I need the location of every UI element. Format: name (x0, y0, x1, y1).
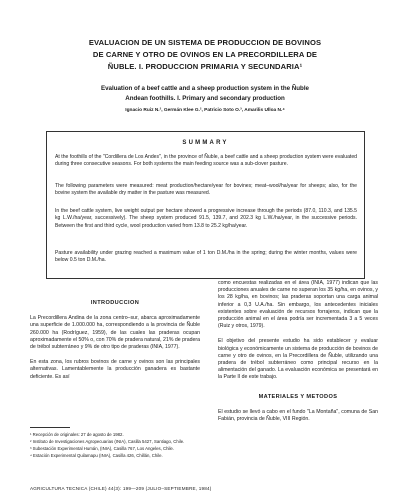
summary-paragraph: Pasture availability under grazing reached a maximum value of 1 ton D.M./ha in the spring; during the winter months, values were below 0.5 ton D.M./ha. (55, 250, 357, 264)
author-list: Ignacio Ruiz N.², Germán Klee G.², Patricio Soto O.³, Amarilis Ulloa N.⁴ (125, 108, 285, 113)
subtitle-line: Andean foothills. I. Primary and secondary production (125, 94, 285, 102)
left-column (30, 300, 200, 389)
body-paragraph: El objetivo del presente estudio ha sido establecer y evaluar biológica y económicamente un sistema de producción de bovinos de carne y otro de ovinos, en la Precordillera de Ñuble, utilizando una pradera de trébol subterráneo como principal recurso en la alimentación del ganado. La evaluación económica se presentará en la Parte II de este trabajo. (218, 338, 378, 381)
body-paragraph: En esta zona, los rubros bovinos de carne y ovinos son las principales alternativas. Lamentablemente la producción ganadera es bastante deficiente. Es así (30, 359, 200, 380)
methods-heading: MATERIALES Y METODOS (258, 393, 338, 400)
subtitle-line: Evaluation of a beef cattle and a sheep production system in the Ñuble (100, 85, 309, 92)
footnotes (30, 432, 200, 460)
footnote-divider (30, 427, 70, 428)
summary-paragraph: In the beef cattle system, live weight output per hectare showed a progressive increase through the periods (87.0, 110.3, and 135.5 kg L.W./ha/year, successively). The sheep system produced 91.5, 139.7, and 202.3 kg L.W./ha/year, in the successive periods. Between the first and third cycle, wool production varied from 13.8 to 25.2 kg/ha/year. (55, 208, 357, 229)
intro-heading: INTRODUCCION (90, 300, 140, 306)
footnote: ³ Subestación Experimental Humán, (INIA), Casilla 767, Los Angeles, Chile. (30, 446, 175, 452)
body-paragraph: El estudio se llevó a cabo en el fundo "La Montaña", comuna de San Fabián, provincia de Ñuble, VIII Región. (218, 408, 378, 423)
summary-box (46, 131, 365, 279)
summary-paragraph: At the foothills of the "Cordillera de Los Andes", in the province of Ñuble, a beef cattle and a sheep production system were evaluated during three consecutive seasons. For both systems the main feeding source was a sub-clover pasture. (55, 154, 357, 168)
english-subtitle (45, 84, 365, 103)
title-line: EVALUACION DE UN SISTEMA DE PRODUCCION DE BOVINOS (88, 38, 322, 47)
paper-title (40, 37, 370, 73)
footnote: ¹ Recepción de originales: 27 de agosto de 1982. (30, 432, 124, 437)
title-line: DE CARNE Y OTRO DE OVINOS EN LA PRECORDILLERA DE (92, 50, 318, 59)
footnote: ⁴ Estación Experimental Quilamapu (INIA), Casilla 426, Chillán, Chile. (30, 453, 163, 459)
title-line: ÑUBLE. I. PRODUCCION PRIMARIA Y SECUNDARIA¹ (107, 62, 303, 71)
summary-paragraph: The following parameters were measured: meat production/hectare/year for bovines; meat–wool/ha/year for sheeps; also, for the bovine system the available dry matter in the pasture was measured. (55, 183, 357, 197)
summary-heading: SUMMARY (182, 140, 229, 146)
footnote: ² Instituto de Investigaciones Agropecuarias (INIA), Casilla 5427, Santiago, Chile. (30, 439, 185, 445)
right-column (218, 280, 378, 431)
journal-footer: AGRICULTURA TECNICA (CHILE) 44(3): 199—209 (JULIO–SEPTIEMBRE, 1984) (30, 486, 212, 491)
body-paragraph: La Precordillera Andina de la zona centro–sur, abarca aproximadamente una superficie de 1.000.000 ha, correspondiendo a la provincia de Ñuble 260.000 ha (Rodríguez, 1959), de las cuales las praderas ocupan aproximadamente el 50% o, con 70% de pradera natural, 21% de pradera de trébol subterráneo y 9% de otro tipo de praderas (INIA, 1977). (30, 315, 200, 351)
body-paragraph: como encuestas realizadas en el área (INIA, 1977) indican que las producciones anuales de carne no superan los 35 kg/ha, en ovinos, y los 28 kg/ha, en bovinos; las praderas soportan una carga animal inferior a 0,3 U.A./ha. Sin embargo, los antecedentes iniciales existentes sobre evaluación de recursos forrajeros, indican que la producción animal en el área podría ser incrementada 3 a 5 veces (Ruiz y otros, 1979). (218, 280, 378, 330)
